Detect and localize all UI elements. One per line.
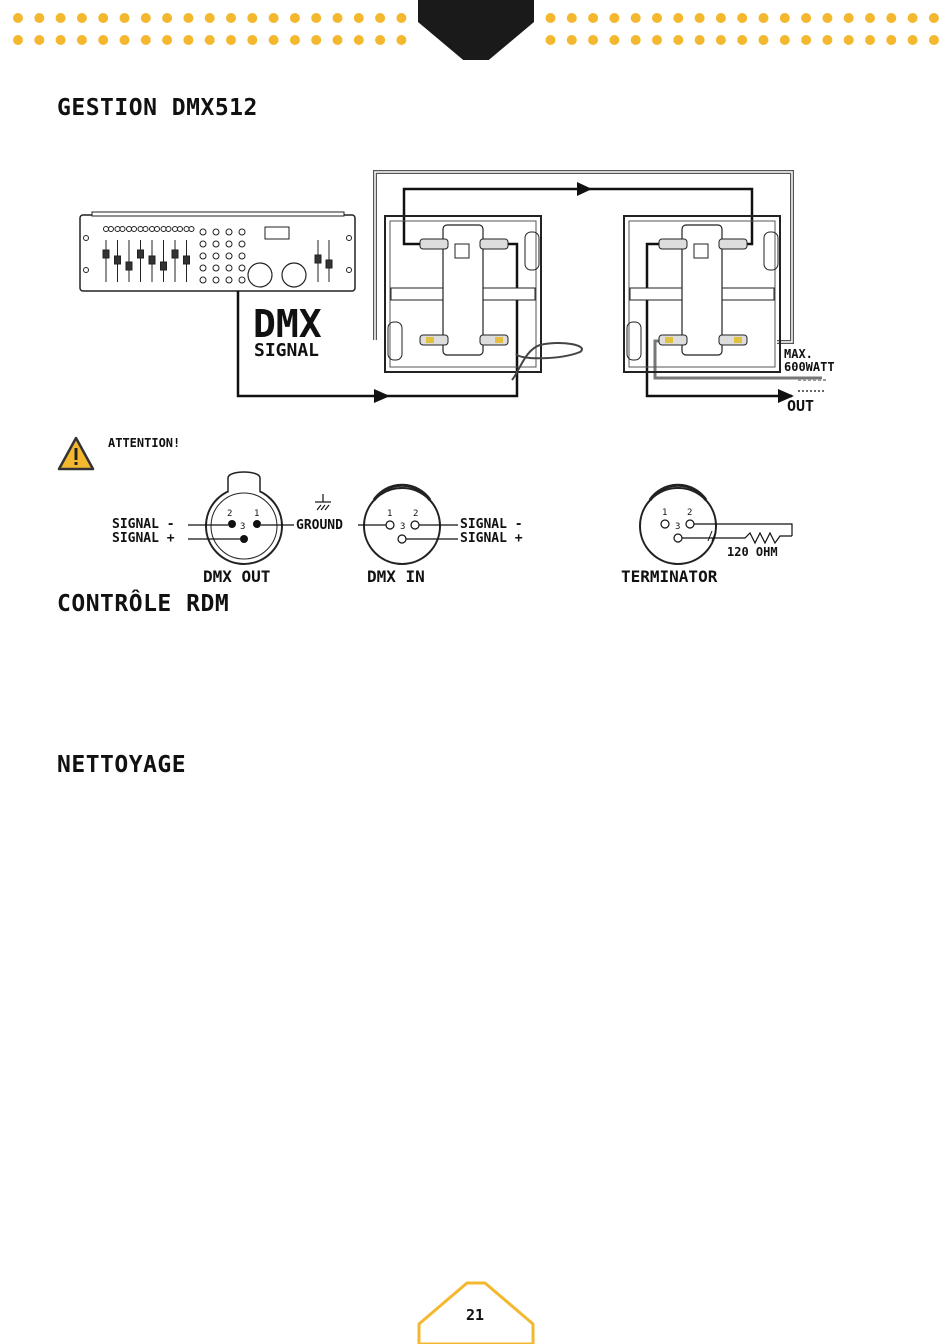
controller-fader — [315, 255, 321, 263]
header-dot — [588, 35, 598, 45]
in-signal-plus-label: SIGNAL + — [460, 531, 523, 546]
term-pin-2: 2 — [687, 508, 693, 518]
header-dot — [737, 13, 747, 23]
header-dot — [865, 35, 875, 45]
header-dot — [631, 35, 641, 45]
header-dot — [865, 13, 875, 23]
in-pin-2: 2 — [413, 509, 419, 519]
header-dot — [759, 35, 769, 45]
term-pin-1: 1 — [662, 508, 668, 518]
ground-icon — [315, 494, 331, 510]
header-dot — [396, 35, 406, 45]
header-dot — [652, 13, 662, 23]
header-dot — [162, 35, 172, 45]
header-dot — [844, 13, 854, 23]
controller-fader — [149, 256, 155, 264]
resistor-label: 120 OHM — [727, 545, 778, 559]
header-dot — [886, 35, 896, 45]
xlr-male-connector — [188, 472, 294, 564]
max-watt-label: 600WATT — [784, 360, 835, 374]
header-dot — [908, 35, 918, 45]
header-dot — [120, 35, 130, 45]
header-dot — [780, 13, 790, 23]
header-dot — [269, 13, 279, 23]
header-dot — [801, 35, 811, 45]
max-label: MAX. — [784, 347, 813, 361]
header-dot — [695, 13, 705, 23]
header-dot — [822, 35, 832, 45]
header-dot-band — [0, 0, 950, 60]
header-dot — [716, 13, 726, 23]
header-dot — [695, 35, 705, 45]
header-dot — [205, 35, 215, 45]
dmx-signal-big: DMX — [253, 302, 322, 346]
header-dot — [375, 13, 385, 23]
header-dot — [226, 35, 236, 45]
controller-fader — [172, 250, 178, 258]
header-tab — [418, 0, 534, 60]
header-dot — [13, 35, 23, 45]
header-dot — [631, 13, 641, 23]
header-dot — [141, 35, 151, 45]
header-dot — [780, 35, 790, 45]
header-dot — [56, 13, 66, 23]
dmx-controller — [80, 212, 355, 291]
section-title-cleaning: NETTOYAGE — [57, 752, 187, 778]
header-dot — [162, 13, 172, 23]
header-dot — [737, 35, 747, 45]
header-dot — [183, 13, 193, 23]
header-dot — [801, 13, 811, 23]
header-dot — [375, 35, 385, 45]
header-dot — [844, 35, 854, 45]
header-dot — [13, 13, 23, 23]
header-dot — [396, 13, 406, 23]
header-dot — [673, 13, 683, 23]
dmx-out-label: DMX OUT — [203, 567, 271, 586]
header-dot — [822, 13, 832, 23]
header-dot — [311, 35, 321, 45]
controller-fader — [103, 250, 109, 258]
header-dot — [567, 13, 577, 23]
header-dot — [98, 35, 108, 45]
header-dot — [77, 35, 87, 45]
controller-fader — [138, 250, 144, 258]
out-pin-1: 1 — [254, 509, 260, 519]
header-dot — [56, 35, 66, 45]
led-fixture-left — [385, 216, 582, 380]
header-dot — [34, 13, 44, 23]
header-dot — [120, 13, 130, 23]
header-dot — [226, 13, 236, 23]
header-dot — [77, 13, 87, 23]
header-dot — [290, 13, 300, 23]
dmx-setup-diagram — [0, 160, 950, 420]
header-dot — [311, 13, 321, 23]
header-dot — [908, 13, 918, 23]
header-dot — [716, 35, 726, 45]
header-dot — [183, 35, 193, 45]
header-dot — [929, 13, 939, 23]
header-dot — [269, 35, 279, 45]
out-signal-plus-label: SIGNAL + — [112, 531, 175, 546]
controller-fader — [161, 262, 167, 270]
controller-fader — [115, 256, 121, 264]
in-pin-1: 1 — [387, 509, 393, 519]
dmx-signal-small: SIGNAL — [254, 340, 320, 361]
header-dot — [546, 35, 556, 45]
in-signal-minus-label: SIGNAL - — [460, 517, 523, 532]
header-dot — [333, 35, 343, 45]
header-dot — [609, 35, 619, 45]
dmx-in-label: DMX IN — [367, 567, 425, 586]
header-dot — [247, 13, 257, 23]
header-dot — [205, 13, 215, 23]
header-dot — [886, 13, 896, 23]
header-dot — [673, 35, 683, 45]
header-dot — [290, 35, 300, 45]
header-dot — [929, 35, 939, 45]
header-dot — [34, 35, 44, 45]
out-pin-3: 3 — [240, 522, 246, 532]
header-dot — [588, 13, 598, 23]
header-dot — [652, 35, 662, 45]
controller-fader — [126, 262, 132, 270]
header-dot — [759, 13, 769, 23]
ground-label: GROUND — [296, 518, 343, 533]
section-title-rdm: CONTRÔLE RDM — [57, 591, 230, 617]
header-dot — [98, 13, 108, 23]
controller-fader — [326, 260, 332, 268]
out-label: OUT — [787, 397, 815, 415]
section-title-dmx: GESTION DMX512 — [57, 95, 258, 121]
in-pin-3: 3 — [400, 522, 406, 532]
controller-fader — [184, 256, 190, 264]
attention-label: ATTENTION! — [108, 436, 181, 450]
out-pin-2: 2 — [227, 509, 233, 519]
header-dot — [333, 13, 343, 23]
header-dot — [354, 13, 364, 23]
out-signal-minus-label: SIGNAL - — [112, 517, 175, 532]
header-dot — [567, 35, 577, 45]
header-dot — [609, 13, 619, 23]
page-number: 21 — [465, 1306, 485, 1324]
xlr-female-connector — [358, 485, 458, 564]
header-dot — [247, 35, 257, 45]
header-dot — [141, 13, 151, 23]
header-dot — [546, 13, 556, 23]
terminator-label: TERMINATOR — [621, 567, 718, 586]
term-pin-3: 3 — [675, 522, 681, 532]
header-dot — [354, 35, 364, 45]
